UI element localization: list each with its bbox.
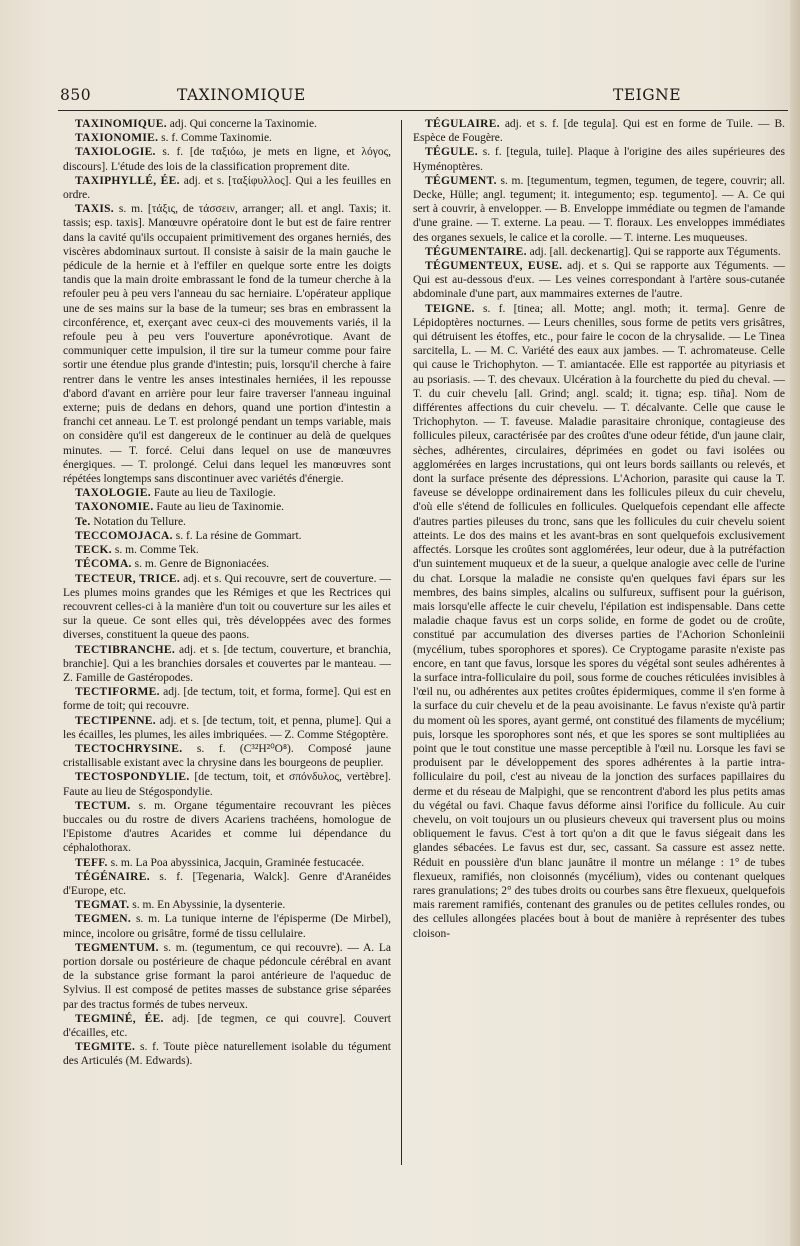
entry-definition: Notation du Tellure.	[93, 515, 186, 528]
entry-headword: TEGMINÉ, ÉE.	[75, 1012, 164, 1025]
dictionary-entry	[63, 742, 391, 770]
dictionary-entry	[63, 174, 391, 202]
right-column	[413, 117, 785, 941]
entry-definition: adj. [all. deckenartig]. Qui se rapporte aux Téguments.	[529, 245, 781, 258]
entry-definition: s. m. (tegumentum, ce qui recouvre). — A. La portion dorsale ou postérieure de chaque pédoncule cérébral en avant de la substance grise formant la paroi antérieure de l'aqueduc de Sylvius. Il est composé de petites masses de substance grise séparées par des tractus formés de tubes nerveux.	[63, 941, 392, 1011]
entry-headword: TECK.	[75, 544, 112, 557]
dictionary-entry	[63, 202, 391, 486]
entry-definition: adj. Qui concerne la Taxinomie.	[169, 118, 317, 130]
entry-definition: adj. et s. Qui recouvre, sert de couverture. — Les plumes moins grandes que les Rémiges et que les Rectrices qui recouvrent celles-ci à la manière d'un toit ou couverture sur les ailes et sur la queue. Ce sont elles qui, très développées avec des formes diverses, constituent la queue des paons.	[63, 572, 391, 642]
dictionary-entry	[63, 500, 391, 514]
running-header	[60, 86, 790, 110]
entry-definition: s. f. [tegula, tuile]. Plaque à l'origine des ailes supérieures des Hyménoptères.	[413, 146, 785, 173]
entry-headword: TEGMAT.	[75, 899, 130, 912]
dictionary-entry	[63, 770, 391, 798]
entry-definition: Faute au lieu de Taxilogie.	[153, 487, 276, 500]
entry-definition: s. m. En Abyssinie, la dysenterie.	[132, 899, 286, 912]
entry-headword: TEGMEN.	[75, 913, 132, 926]
entry-headword: TECTIPENNE.	[75, 714, 156, 727]
entry-definition: adj. [de tectum, toit, et forma, forme]. Qui est en forme de toit; qui recouvre.	[63, 686, 391, 713]
dictionary-entry	[413, 145, 785, 173]
entry-definition: s. m. La Poa abyssinica, Jacquin, Graminée festucacée.	[110, 856, 365, 869]
entry-headword: TEGMENTUM.	[75, 941, 159, 954]
dictionary-entry	[413, 259, 785, 302]
dictionary-entry	[413, 245, 785, 259]
entry-headword: TÉGULE.	[425, 146, 478, 159]
entry-headword: TAXOLOGIE.	[75, 487, 151, 500]
entry-definition: [de tectum, toit, et σπόνδυλος, vertèbre]. Faute au lieu de Stégospondylie.	[63, 771, 392, 798]
entry-headword: TAXIONOMIE.	[75, 132, 159, 145]
entry-headword: TÉGUMENT.	[425, 174, 497, 187]
entry-headword: TAXONOMIE.	[75, 501, 154, 514]
dictionary-entry	[63, 529, 391, 543]
dictionary-entry	[63, 941, 391, 1012]
column-divider	[401, 120, 402, 1165]
entry-definition: adj. et s. [de tectum, toit, et penna, plume]. Qui a les écailles, les plumes, les ailes imbriquées. — Z. Comme Stégoptère.	[63, 714, 391, 741]
entry-headword: TÉCOMA.	[75, 558, 132, 571]
dictionary-entry	[63, 1012, 391, 1040]
entry-headword: TAXINOMIQUE.	[75, 118, 167, 130]
entry-definition: s. f. [Tegenaria, Walck]. Genre d'Aranéides d'Europe, etc.	[63, 870, 392, 897]
entry-definition: Faute au lieu de Taxinomie.	[156, 501, 285, 514]
entry-headword: TAXIOLOGIE.	[75, 146, 156, 159]
entry-headword: TECTEUR, TRICE.	[75, 572, 181, 585]
dictionary-entry	[63, 117, 391, 131]
entry-headword: TECTIFORME.	[75, 686, 160, 699]
dictionary-entry	[63, 685, 391, 713]
dictionary-entry	[63, 515, 391, 529]
entry-definition: adj. et s. f. [de tegula]. Qui est en forme de Tuile. — B. Espèce de Fougère.	[413, 118, 785, 145]
entry-headword: TÉGÉNAIRE.	[75, 870, 150, 883]
entry-definition: s. f. Comme Taxinomie.	[161, 132, 272, 145]
entry-definition: s. f. (C³²H²⁰O⁸). Composé jaune cristallisable existant avec la chrysine dans les bourgeons de peuplier.	[63, 742, 392, 770]
entry-headword: Te.	[75, 515, 91, 528]
entry-definition: adj. et s. [de tectum, couverture, et branchia, branchie]. Qui a les branchies dorsales et couvertes par le manteau. — Z. Famille de Gastéropodes.	[63, 643, 392, 684]
dictionary-entry	[63, 543, 391, 557]
dictionary-entry	[413, 174, 785, 245]
entry-definition: s. m. Comme Tek.	[114, 544, 199, 557]
dictionary-entry	[63, 912, 391, 940]
dictionary-entry	[63, 898, 391, 912]
entry-headword: TECTUM.	[75, 799, 131, 812]
entry-headword: TECTOCHRYSINE.	[75, 742, 183, 755]
dictionary-entry	[413, 302, 785, 941]
dictionary-entry	[63, 714, 391, 742]
entry-headword: TÉGUMENTEUX, EUSE.	[425, 260, 563, 273]
dictionary-entry	[63, 799, 391, 856]
dictionary-entry	[63, 145, 391, 173]
dictionary-entry	[63, 131, 391, 145]
entry-headword: TECTIBRANCHE.	[75, 643, 176, 656]
page-edge	[790, 0, 800, 1246]
entry-definition: s. m. [tegumentum, tegmen, tegumen, de tegere, couvrir; all. Decke, Hülle; angl. tegument; it. integumento; esp. tegumento]. — A. Ce qui sert à couvrir, à envelopper. — B. Enveloppe immédiate ou tegmen de l'amande d'une graine. — T. externe. La peau. — T. floraux. Les enveloppes immédiates des organes sexuels, le calice et la corolle. — T. interne. Les muqueuses.	[413, 174, 785, 244]
entry-definition: s. m. La tunique interne de l'épisperme (De Mirbel), mince, incolore ou grisâtre, formé de tissu cellulaire.	[63, 913, 392, 940]
entry-definition: adj. et s. [ταξίφυλλος]. Qui a les feuilles en ordre.	[63, 174, 392, 202]
entry-definition: s. f. Toute pièce naturellement isolable du tégument des Articulés (M. Edwards).	[63, 1041, 391, 1068]
entry-headword: TÉGUMENTAIRE.	[425, 245, 527, 258]
entry-definition: s. m. Organe tégumentaire recouvrant les pièces buccales ou du rostre de divers Acariens trachéens, homologue de l'Epistome d'autres Acarides et comme lui dépendance du céphalothorax.	[63, 799, 392, 855]
entry-definition: adj. [de tegmen, ce qui couvre]. Couvert d'écailles, etc.	[63, 1012, 391, 1039]
entry-definition: s. m. [τάξις, de τάσσειν, arranger; all. et angl. Taxis; it. tassis; esp. taxis]. Manœuvre opératoire dont le but est de faire rentrer dans la cavité qu'ils occupaient primitivement des organes herniés, des viscères abdominaux surtout. Il consiste à saisir de la main gauche le pédicule de la hernie et à l'effiler en quelque sorte entre les doigts tandis que la main droite embrassant le fond de la tumeur cherche à la refouler peu à peu vers l'anneau du sac herniaire. L'opérateur applique une de ses mains sur la base de la tumeur; ses bras en embrassent la circonférence, et, exerçant avec ceux-ci des mouvements variés, il la refoule peu à peu vers l'ouverture aponévrotique. Avant de communiquer cette impulsion, il tire sur la tumeur comme pour faire sortir une étendue plus grande d'intestin; puis, lorsqu'il cherche à faire rentrer dans le ventre les anses intestinales herniées, il les repousse d'abord d'avant en arrière pour leur faire traverser l'anneau inguinal externe; puis de dedans en dehors, quand une portion d'intestin a franchi cet anneau. Le T. est prolongé pendant un temps variable, mais on considère qu'il est dangereux de le continuer au delà de quelques minutes. — T. forcé. Celui dans lequel on use de manœuvres énergiques. — T. prolongé. Celui dans lequel les manœuvres sont répétées longtemps sans discontinuer avec variétés d'énergie.	[63, 203, 391, 486]
entry-definition: s. m. Genre de Bignoniacées.	[134, 558, 270, 571]
entry-headword: TECCOMOJACA.	[75, 529, 173, 542]
entry-definition: s. f. La résine de Gommart.	[175, 529, 302, 542]
dictionary-entry	[63, 572, 391, 643]
entry-headword: TEFF.	[75, 856, 108, 869]
dictionary-entry	[63, 486, 391, 500]
entry-headword: TAXIPHYLLÉ, ÉE.	[75, 174, 180, 187]
dictionary-entry	[63, 557, 391, 571]
entry-headword: TEIGNE.	[425, 302, 475, 315]
entry-definition: s. f. [de ταξιόω, je mets en ligne, et λόγος, discours]. L'étude des lois de la classification proprement dite.	[63, 146, 391, 173]
dictionary-entry	[63, 1040, 391, 1068]
dictionary-entry	[63, 870, 391, 898]
dictionary-entry	[63, 856, 391, 870]
left-running-headword: TAXINOMIQUE	[177, 86, 306, 104]
entry-headword: TECTOSPONDYLIE.	[75, 771, 190, 784]
entry-headword: TAXIS.	[75, 203, 114, 216]
header-rule	[58, 110, 788, 111]
right-running-headword: TEIGNE	[613, 86, 682, 104]
entry-definition: adj. et s. Qui se rapporte aux Téguments. — Qui est au-dessous d'eux. — Les veines correspondant à l'artère sous-cutanée abdominale d'une part, aux mammaires externes de l'autre.	[413, 260, 786, 301]
left-column	[63, 117, 391, 1069]
entry-definition: s. f. [tinea; all. Motte; angl. moth; it. terma]. Genre de Lépidoptères nocturnes. — Leurs chenilles, sous forme de petits vers grisâtres, qui détruisent les étoffes, etc., pour faire le cocon de la chrysalide. — Le Tinea sarcitella, L. — M. C. Variété des eaux aux jambes. — T. achromateuse. Celle qui cause le Trichophyton. — T. amiantacée. Elle est rapportée au pityriasis et au psoriasis. — T. des chevaux. Ulcération à la fourchette du pied du cheval. — T. du cuir chevelu [all. Grind; angl. scald; it. tigna; esp. tiña]. Nom de différentes affections du cuir chevelu. — T. décalvante. Celle que cause le Trichophyton. — T. faveuse. Maladie parasitaire chronique, contagieuse des follicules pileux, caractérisée par des croûtes d'une odeur fétide, d'un jaune clair, sèches, adhérentes, circulaires, déprimées en godet ou favi isolées ou agglomérées en larges incrustations, qui ont leurs bords saillants ou relevés, et dont la surface présente des dépressions. L'Achorion, parasite qui cause la T. faveuse se développe ordinairement dans les follicules pileux du cuir chevelu, d'où elle s'étend de follicules en follicules. Quelquefois cependant elle affecte d'autres parties pileuses du tronc, sans que les follicules du cuir chevelu soient atteints. Le dos des mains et les avant-bras en sont quelquefois exclusivement affectés. Lorsque les croûtes sont agglomérées, leur odeur, due à la putréfaction d'un suintement muqueux et de la sueur, a quelque analogie avec celle de l'urine du chat. Lorsque la maladie ne consiste qu'en quelques favi épars sur les membres, des bains simples, alcalins ou sulfureux, suffisent pour la guérison, mais lorsqu'elle affecte le cuir chevelu, l'épilation est indispensable. Dans cette maladie chaque favus est un corps solide, en forme de godet ou de croûte, constitué par accumulation des diverses parties de l'Achorion Schonleinii (mycélium, tubes sporophores et spores). Ce Cryptogame parasite n'existe pas encore, en tant que favus, lorsque les spores du végétal sont seules adhérentes à la surface intra-folliculaire du poil, sous forme de couches réticulées invisibles à l'œil nu, ou adhérentes aux petites croûtes épidermiques, comme il s'en forme à la surface du cuir chevelu et de la peau avoisinante. Le favus n'existe qu'à partir du moment où les spores, ayant germé, ont constitué des filaments de mycélium; puis, lorsque les sporophores sont nés, et que les spores se sont multipliées au point que le tout constitue une masse perceptible à l'œil nu. Lorsque les favi se produisent par le développement des spores adhérentes à la partie intra-folliculaire du poil, c'est au niveau de la jonction des surfaces papillaires du derme et du réseau de Malpighi, que se rencontrent d'abord les plus petits amas du végétal ou favi. Chaque favus déforme ainsi l'orifice du follicule. Au cuir chevelu, on voit toujours un ou plusieurs cheveux qui traversent plus ou moins obliquement le favus. C'est à tort qu'on a dit que le favus siégeait dans les glandes sébacées. Le favus est dur, sec, cassant. Sa cassure est assez nette. Réduit en poussière d'un blanc jaunâtre il montre un mélange : 1° de tubes flexueux, ramifiés, non cloisonnés (mycélium), vides ou contenant quelques rares granulations; 2° des tubes droits ou courbes sans être flexueux, quelquefois mais rarement ramifiés, contenant des granules ou de petites cellules rondes, ou des cellules allongées placées bout à bout de manière à représenter des tubes cloison-	[413, 302, 785, 940]
entry-headword: TEGMITE.	[75, 1041, 136, 1054]
dictionary-entry	[63, 643, 391, 686]
dictionary-entry	[413, 117, 785, 145]
entry-headword: TÉGULAIRE.	[425, 118, 500, 130]
page-number: 850	[60, 86, 92, 104]
